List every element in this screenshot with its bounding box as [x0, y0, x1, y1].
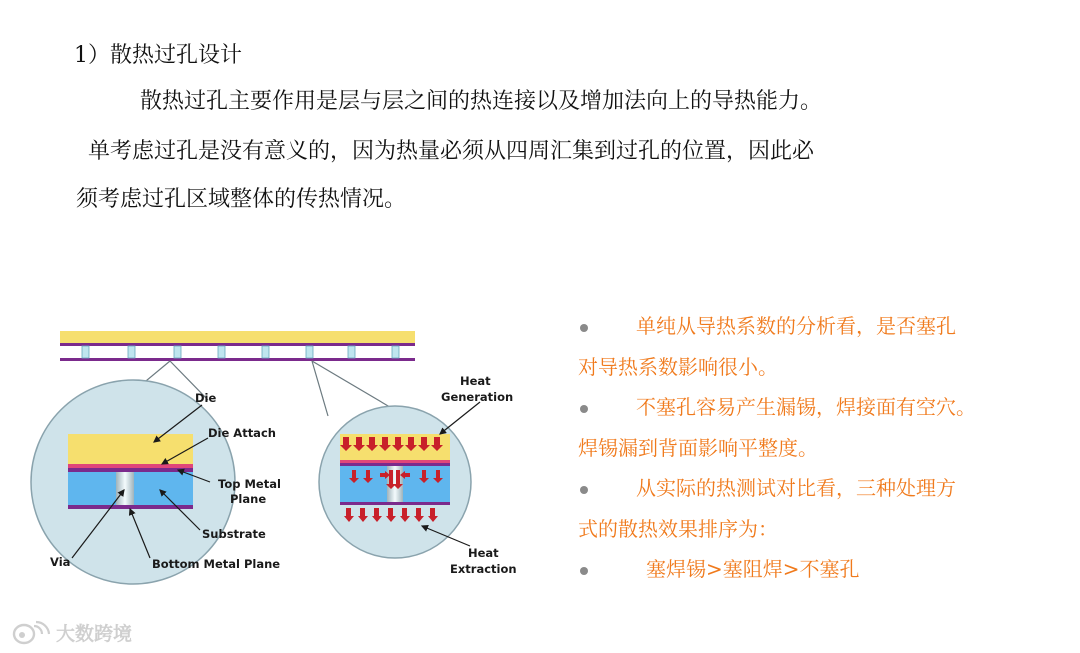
bottom-metal-layer [68, 505, 193, 509]
right-magnified-view [319, 406, 471, 558]
left-magnified-view [31, 380, 235, 584]
bullet-1-line-1: 单纯从导热系数的分析看，是否塞孔 [578, 306, 1058, 347]
top-metal-layer [68, 468, 193, 472]
section-heading: 1）散热过孔设计 [74, 43, 242, 68]
label-heat-generation-1: Heat [460, 374, 491, 388]
label-heat-generation-2: Generation [441, 390, 514, 404]
watermark-text: 大数跨境 [56, 623, 133, 645]
bullet-dot-icon [580, 567, 588, 575]
bullet-4-line-1: 塞焊锡>塞阻焊>不塞孔 [578, 549, 1058, 590]
bullet-2-line-2: 焊锡漏到背面影响平整度。 [578, 435, 818, 460]
label-die-attach: Die Attach [208, 426, 276, 440]
bullet-dot-icon [580, 324, 588, 332]
board-strip [60, 331, 415, 361]
paragraph-line-3: 须考虑过孔区域整体的传热情况。 [76, 187, 407, 212]
bullet-dot-icon [580, 486, 588, 494]
label-top-metal-2: Plane [230, 492, 267, 506]
label-substrate: Substrate [202, 527, 266, 541]
label-heat-extraction-2: Extraction [450, 562, 517, 576]
thermal-via-diagram [30, 318, 540, 593]
bullet-3-line-1: 从实际的热测试对比看，三种处理方 [578, 468, 1058, 509]
label-top-metal-1: Top Metal [218, 477, 281, 491]
bullet-list [578, 306, 1058, 590]
watermark [8, 619, 132, 646]
bullet-3-line-2: 式的散热效果排序为： [578, 516, 778, 541]
via [116, 472, 134, 505]
die-layer [68, 434, 193, 464]
die-attach-layer [68, 464, 193, 468]
bullet-1-line-2: 对导热系数影响很小。 [578, 354, 778, 379]
label-bottom-metal: Bottom Metal Plane [152, 557, 281, 571]
label-heat-extraction-1: Heat [468, 546, 499, 560]
label-via: Via [50, 555, 71, 569]
bullet-2-line-1: 不塞孔容易产生漏锡，焊接面有空穴。 [578, 387, 1058, 428]
label-die: Die [195, 391, 217, 405]
bullet-dot-icon [580, 405, 588, 413]
paragraph-line-2: 单考虑过孔是没有意义的，因为热量必须从四周汇集到过孔的位置，因此必 [88, 139, 815, 164]
weibo-logo-icon [8, 620, 52, 646]
paragraph-line-1: 散热过孔主要作用是层与层之间的热连接以及增加法向上的导热能力。 [140, 89, 823, 114]
